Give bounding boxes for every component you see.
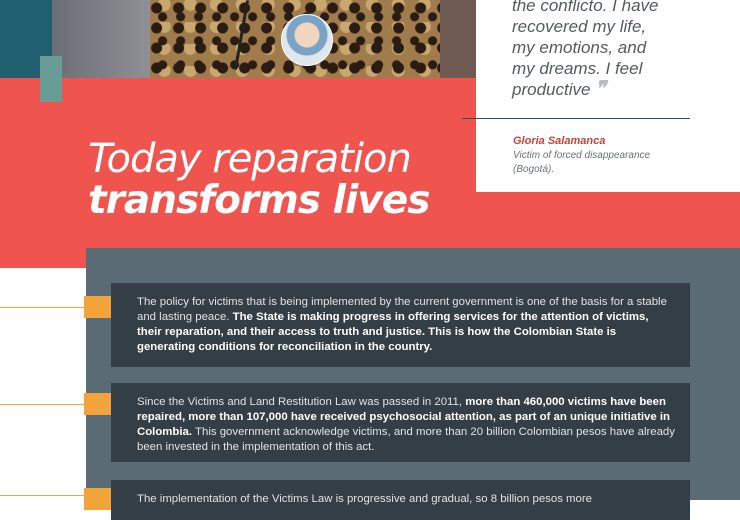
card-highlight: more than 460,000 victims have been repaired, more than 107,000 have received psychosocial attention, as part of an unique initiative in Colombia. — [137, 396, 671, 438]
info-card — [111, 480, 690, 520]
teal-accent-strip — [40, 56, 62, 102]
card-text: The policy for victims that is being implemented by the current government is one of the basis for a stable and lasting peace. — [137, 296, 667, 323]
quote-author: Gloria Salamanca — [513, 135, 606, 147]
header-photo — [0, 0, 476, 80]
info-card — [111, 383, 690, 462]
info-card — [111, 283, 690, 367]
closing-quote-icon: ❞ — [595, 78, 606, 100]
card-text: The implementation of the Victims Law is progressive and gradual, so 8 billion pesos more — [137, 493, 593, 505]
photo-badge-pin — [281, 14, 333, 66]
quote-body: the conflicto. I have recovered my life, my emotions, and my dreams. I feel productive — [512, 0, 659, 99]
page-title-line-1: Today reparation — [88, 136, 411, 182]
testimonial-quote — [476, 0, 740, 192]
quote-author-role: Victim of forced disappearance (Bogotá). — [513, 150, 651, 175]
card-text: Since the Victims and Land Restitution Law was passed in 2011, — [137, 396, 463, 408]
photo-edge — [440, 0, 476, 80]
page-title-line-2: transforms lives — [88, 178, 430, 223]
photo-background — [52, 0, 150, 80]
connector-line — [0, 495, 92, 496]
connector-line — [0, 404, 92, 405]
quote-text — [512, 0, 732, 100]
connector-line — [0, 307, 92, 308]
card-highlight: The State is making progress in offering services for the attention of victims, their reparation, and their access to truth and justice. This is how the Colombian State is generating conditions for reconciliation in the country. — [137, 311, 649, 353]
quote-divider — [462, 118, 690, 119]
card-text: This government acknowledge victims, and more than 20 billion Colombian pesos have already been invested in the implementation of this act. — [137, 426, 675, 453]
